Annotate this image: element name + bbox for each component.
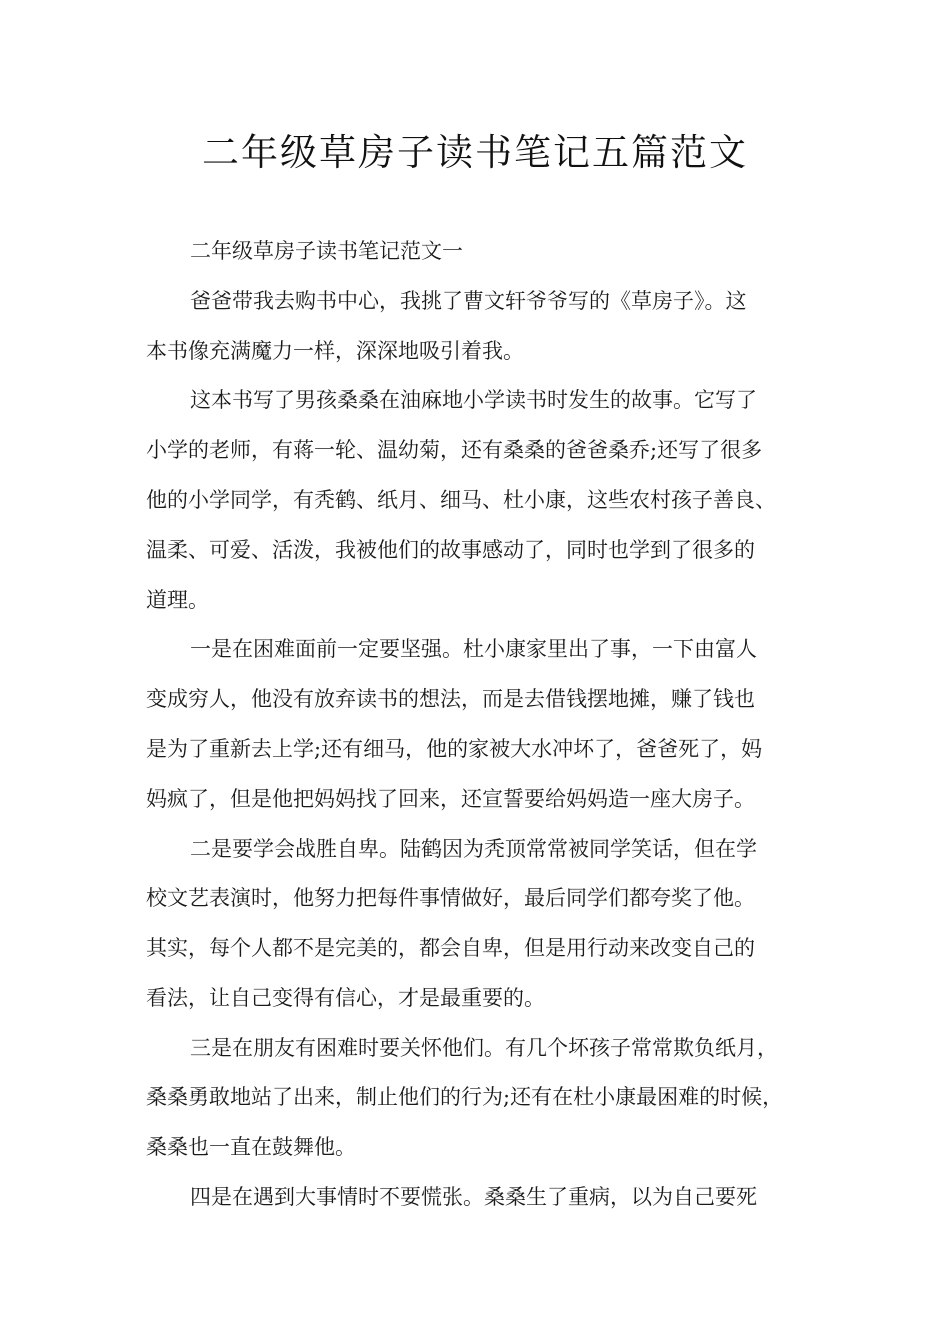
text-line: 其实，每个人都不是完美的，都会自卑，但是用行动来改变自己的 — [146, 936, 755, 960]
text-line: 小学的老师，有蒋一轮、温幼菊，还有桑桑的爸爸桑乔;还写了很多 — [146, 438, 763, 462]
text-line: 四是在遇到大事情时不要慌张。桑桑生了重病，以为自己要死 — [190, 1185, 757, 1209]
text-line: 道理。 — [146, 588, 209, 612]
text-line: 校文艺表演时，他努力把每件事情做好，最后同学们都夸奖了他。 — [146, 886, 755, 910]
text-line: 三是在朋友有困难时要关怀他们。有几个坏孩子常常欺负纸月， — [190, 1036, 778, 1060]
document-title: 二年级草房子读书笔记五篇范文 — [202, 131, 748, 174]
text-line: 桑桑也一直在鼓舞他。 — [146, 1135, 356, 1159]
text-line: 妈疯了，但是他把妈妈找了回来，还宣誓要给妈妈造一座大房子。 — [146, 787, 755, 811]
text-line: 温柔、可爱、活泼，我被他们的故事感动了，同时也学到了很多的 — [146, 538, 755, 562]
text-line: 这本书写了男孩桑桑在油麻地小学读书时发生的故事。它写了 — [190, 388, 757, 412]
text-line: 是为了重新去上学;还有细马，他的家被大水冲坏了，爸爸死了，妈 — [146, 737, 763, 761]
text-line: 他的小学同学，有秃鹤、纸月、细马、杜小康，这些农村孩子善良、 — [146, 488, 776, 512]
section-heading: 二年级草房子读书笔记范文一 — [190, 239, 463, 263]
text-line: 看法，让自己变得有信心，才是最重要的。 — [146, 986, 545, 1010]
text-line: 爸爸带我去购书中心，我挑了曹文轩爷爷写的《草房子》。这 — [190, 289, 747, 313]
text-line: 一是在困难面前一定要坚强。杜小康家里出了事，一下由富人 — [190, 637, 757, 661]
text-line: 桑桑勇敢地站了出来，制止他们的行为;还有在杜小康最困难的时候， — [146, 1085, 784, 1109]
text-line: 二是要学会战胜自卑。陆鹤因为秃顶常常被同学笑话，但在学 — [190, 837, 757, 861]
text-line: 本书像充满魔力一样，深深地吸引着我。 — [146, 339, 524, 363]
text-line: 变成穷人，他没有放弃读书的想法，而是去借钱摆地摊，赚了钱也 — [146, 687, 755, 711]
